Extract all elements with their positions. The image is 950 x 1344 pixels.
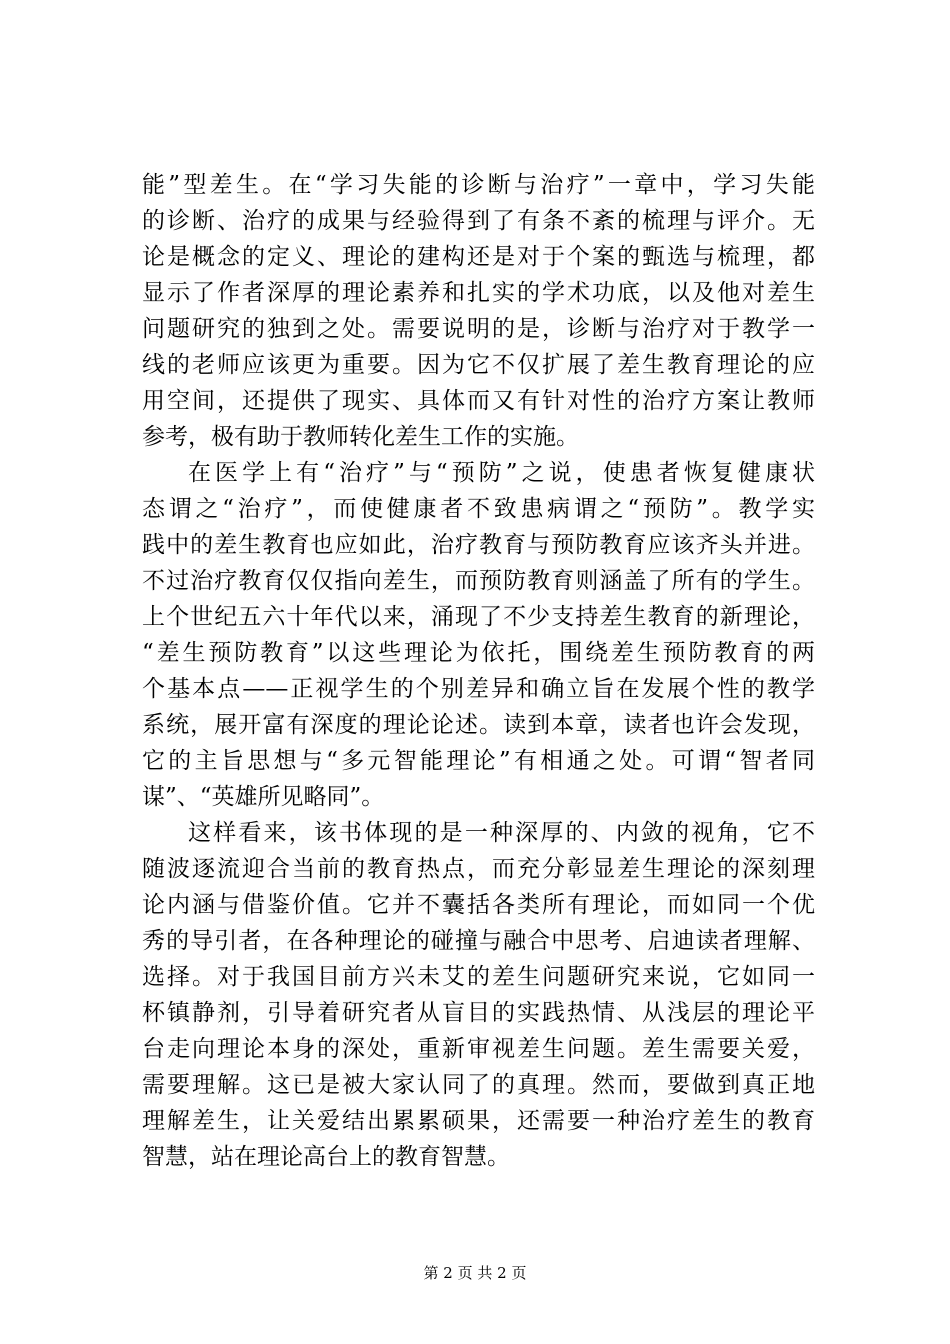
paragraph <box>142 815 815 1175</box>
paragraph <box>142 167 815 455</box>
paragraph-line: 能”型差生。在“学习失能的诊断与治疗”一章中，学习失能 <box>142 172 815 198</box>
paragraph-line: 论内涵与借鉴价值。它并不囊括各类所有理论，而如同一个优 <box>142 892 815 918</box>
paragraph-line: 秀的导引者，在各种理论的碰撞与融合中思考、启迪读者理解、 <box>142 928 815 954</box>
paragraph <box>142 455 815 815</box>
paragraph-line: 智慧，站在理论高台上的教育智慧。 <box>142 1144 510 1170</box>
document-body <box>142 167 815 1175</box>
paragraph-line: 需要理解。这已是被大家认同了的真理。然而，要做到真正地 <box>142 1072 815 1098</box>
paragraph-line: 显示了作者深厚的理论素养和扎实的学术功底，以及他对差生 <box>142 280 815 306</box>
paragraph-line: 态谓之“治疗”，而使健康者不致患病谓之“预防”。教学实 <box>142 496 815 522</box>
paragraph-line: 选择。对于我国目前方兴未艾的差生问题研究来说，它如同一 <box>142 964 815 990</box>
paragraph-line: 理解差生，让关爱结出累累硕果，还需要一种治疗差生的教育 <box>142 1108 815 1134</box>
paragraph-line: 系统，展开富有深度的理论论述。读到本章，读者也许会发现， <box>142 712 815 738</box>
paragraph-line: 参考，极有助于教师转化差生工作的实施。 <box>142 424 579 450</box>
paragraph-line: 杯镇静剂，引导着研究者从盲目的实践热情、从浅层的理论平 <box>142 1000 815 1026</box>
paragraph-line: 台走向理论本身的深处，重新审视差生问题。差生需要关爱， <box>142 1036 815 1062</box>
paragraph-line: 的诊断、治疗的成果与经验得到了有条不紊的梳理与评介。无 <box>142 208 815 234</box>
paragraph-line: 践中的差生教育也应如此，治疗教育与预防教育应该齐头并进。 <box>142 532 815 558</box>
paragraph-line: 线的老师应该更为重要。因为它不仅扩展了差生教育理论的应 <box>142 352 815 378</box>
page-footer: 第 2 页 共 2 页 <box>423 1264 527 1282</box>
paragraph-line: 不过治疗教育仅仅指向差生，而预防教育则涵盖了所有的学生。 <box>142 568 815 594</box>
paragraph-line: 用空间，还提供了现实、具体而又有针对性的治疗方案让教师 <box>142 388 815 414</box>
paragraph-line: 它的主旨思想与“多元智能理论”有相通之处。可谓“智者同 <box>142 748 815 774</box>
paragraph-line: 上个世纪五六十年代以来，涌现了不少支持差生教育的新理论， <box>142 604 815 630</box>
paragraph-line: 问题研究的独到之处。需要说明的是，诊断与治疗对于教学一 <box>142 316 815 342</box>
paragraph-line: 谋”、“英雄所见略同”。 <box>142 784 385 810</box>
paragraph-line: 论是概念的定义、理论的建构还是对于个案的甄选与梳理，都 <box>142 244 815 270</box>
paragraph-line: 这样看来，该书体现的是一种深厚的、内敛的视角，它不 <box>188 820 815 846</box>
paragraph-line: 个基本点——正视学生的个别差异和确立旨在发展个性的教学 <box>142 676 815 702</box>
paragraph-line: 在医学上有“治疗”与“预防”之说，使患者恢复健康状 <box>188 460 815 486</box>
paragraph-line: 随波逐流迎合当前的教育热点，而充分彰显差生理论的深刻理 <box>142 856 815 882</box>
paragraph-line: “差生预防教育”以这些理论为依托，围绕差生预防教育的两 <box>142 640 815 666</box>
